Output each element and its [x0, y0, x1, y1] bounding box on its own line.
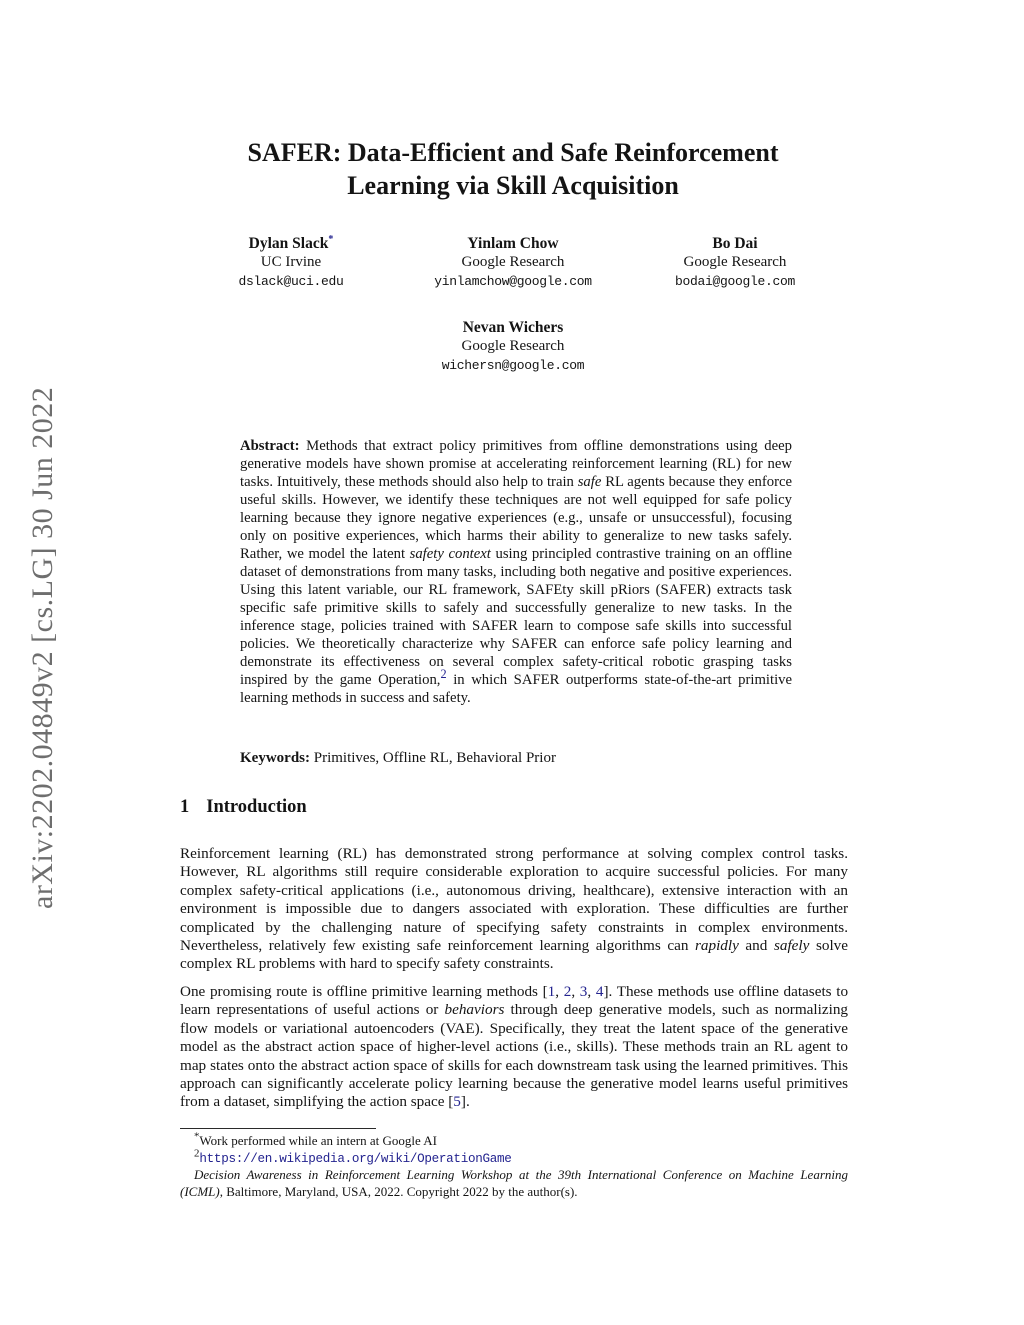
author-block-2	[402, 234, 624, 291]
author-name	[624, 234, 846, 253]
citation-link[interactable]: 4	[595, 983, 604, 1000]
text-segment: One promising route is offline primitive learning methods [	[180, 983, 548, 1000]
url-link[interactable]: https://en.wikipedia.org/wiki/OperationGame	[199, 1151, 512, 1166]
text-segment: through deep generative models, such as normalizing flow models or variational autoencoders (VAE). Specifically, they treat the latent space of the generative model as the abstract action space of higher-level actions (i.e., skills). These methods train an RL agent to map states onto the abstract action space of skills for each downstream task using the learned primitives. This approach can significantly accelerate policy learning because the generative model learns useful primitives from a dataset, simplifying the action space [	[180, 1001, 849, 1111]
author-block-4	[180, 318, 846, 375]
author-name-text: Yinlam Chow	[467, 235, 559, 252]
text-segment: safety context	[409, 546, 491, 562]
paper-title	[180, 136, 846, 202]
text-segment: behaviors	[444, 1001, 505, 1019]
intro-paragraph-1	[180, 845, 848, 974]
author-affiliation: Google Research	[683, 254, 787, 270]
author-email[interactable]: dslack@uci.edu	[238, 274, 344, 289]
author-email[interactable]: yinlamchow@google.com	[434, 274, 592, 289]
text-segment: rapidly	[694, 937, 739, 955]
text-segment: and	[738, 937, 774, 955]
text-segment: solve complex RL problems with hard to specify safety constraints.	[180, 937, 849, 973]
author-block-3	[624, 234, 846, 291]
footnote-block	[180, 1128, 848, 1200]
author-name	[180, 318, 846, 337]
footnote-url	[180, 1147, 848, 1168]
text-segment: safe	[577, 474, 602, 490]
author-name	[402, 234, 624, 253]
citation-link[interactable]: 3	[579, 983, 588, 1000]
section-title: Introduction	[206, 797, 307, 817]
author-row	[180, 234, 846, 291]
author-footnote-mark: *	[328, 233, 334, 245]
text-segment: in which SAFER outperforms state-of-the-art primitive learning methods in success and safety.	[240, 672, 793, 706]
footnote-intern	[180, 1130, 848, 1150]
text-segment: , Baltimore, Maryland, USA, 2022. Copyright 2022 by the author(s).	[219, 1183, 578, 1199]
section-heading-introduction	[180, 797, 846, 818]
footnote-rule	[180, 1128, 376, 1129]
citation-link[interactable]: 2	[563, 983, 572, 1000]
author-block-1	[180, 234, 402, 291]
text-segment: RL agents because they enforce useful skills. However, we identify these techniques are not well equipped for safe policy learning because they ignore negative experiences (e.g., unsafe or unsuccessful), focusing only on positive experiences, which harms their ability to generalize to new tasks safely. Rather, we model the latent	[240, 474, 792, 562]
author-affiliation: Google Research	[461, 254, 565, 270]
intro-paragraph-2	[180, 983, 848, 1112]
section-number: 1	[180, 797, 190, 817]
author-name	[180, 234, 402, 253]
paper-title-line-1: SAFER: Data-Efficient and Safe Reinforcement	[247, 138, 779, 167]
text-segment: Abstract:	[240, 438, 300, 454]
citation-link[interactable]: 5	[453, 1093, 461, 1111]
arxiv-watermark: arXiv:2202.04849v2 [cs.LG] 30 Jun 2022	[26, 386, 59, 910]
text-segment: *	[194, 1130, 200, 1143]
keywords-line	[240, 750, 792, 767]
text-segment: ]. These methods use offline datasets to learn representations of useful actions or	[180, 983, 849, 1019]
text-segment: Methods that extract policy primitives from offline demonstrations using deep generative models have shown promise at accelerating reinforcement learning (RL) for new tasks. Intuitively, these methods should also help to train	[240, 438, 792, 490]
abstract	[240, 437, 792, 707]
author-affiliation: UC Irvine	[260, 254, 322, 270]
author-name-text: Bo Dai	[712, 235, 758, 252]
text-segment: ,	[555, 983, 564, 1000]
text-segment: Primitives, Offline RL, Behavioral Prior	[310, 750, 556, 766]
text-segment: ,	[587, 983, 596, 1000]
author-email[interactable]: wichersn@google.com	[441, 358, 585, 373]
text-segment: Keywords:	[240, 750, 310, 766]
text-segment: Work performed while an intern at Google AI	[199, 1133, 437, 1148]
citation-link[interactable]: 1	[547, 983, 556, 1000]
text-segment: using principled contrastive training on an offline dataset of demonstrations from many tasks, including both negative and positive experiences. Using this latent variable, our RL framework, SAFEty skill pRiors (SAFER) extracts task specific safe primitive skills to safely and successfully generalize to new tasks. In the inference stage, policies trained with SAFER learn to compose safe skills into successful policies. We theoretically characterize why SAFER can enforce safe policy learning and demonstrate its effectiveness on several complex safety-critical robotic grasping tasks inspired by the game Operation,	[240, 546, 792, 688]
citation-link[interactable]: 2	[440, 667, 447, 682]
author-name-text: Dylan Slack	[248, 235, 329, 252]
paper-title-line-2: Learning via Skill Acquisition	[347, 171, 679, 200]
text-segment: ,	[571, 983, 580, 1000]
text-segment: Decision Awareness in Reinforcement Learning Workshop at the 39th International Conference on Machine Learning (ICML)	[180, 1167, 848, 1199]
text-segment: Reinforcement learning (RL) has demonstrated strong performance at solving complex control tasks. However, RL algorithms still require considerable exploration to acquire successful policies. For many complex safety-critical applications (i.e., autonomous driving, healthcare), extensive interaction with an environment is impossible due to dangers associated with exploration. These difficulties are further complicated by the challenging nature of specifying safety constraints in complex environments. Nevertheless, relatively few existing safe reinforcement learning algorithms can	[180, 845, 848, 955]
text-segment: ].	[460, 1093, 470, 1111]
author-affiliation: Google Research	[461, 338, 565, 354]
text-segment: safely	[773, 937, 810, 955]
text-segment: 2	[194, 1147, 200, 1160]
author-name-text: Nevan Wichers	[462, 319, 564, 336]
footnote-venue-notice	[180, 1167, 848, 1200]
author-email[interactable]: bodai@google.com	[674, 274, 796, 289]
